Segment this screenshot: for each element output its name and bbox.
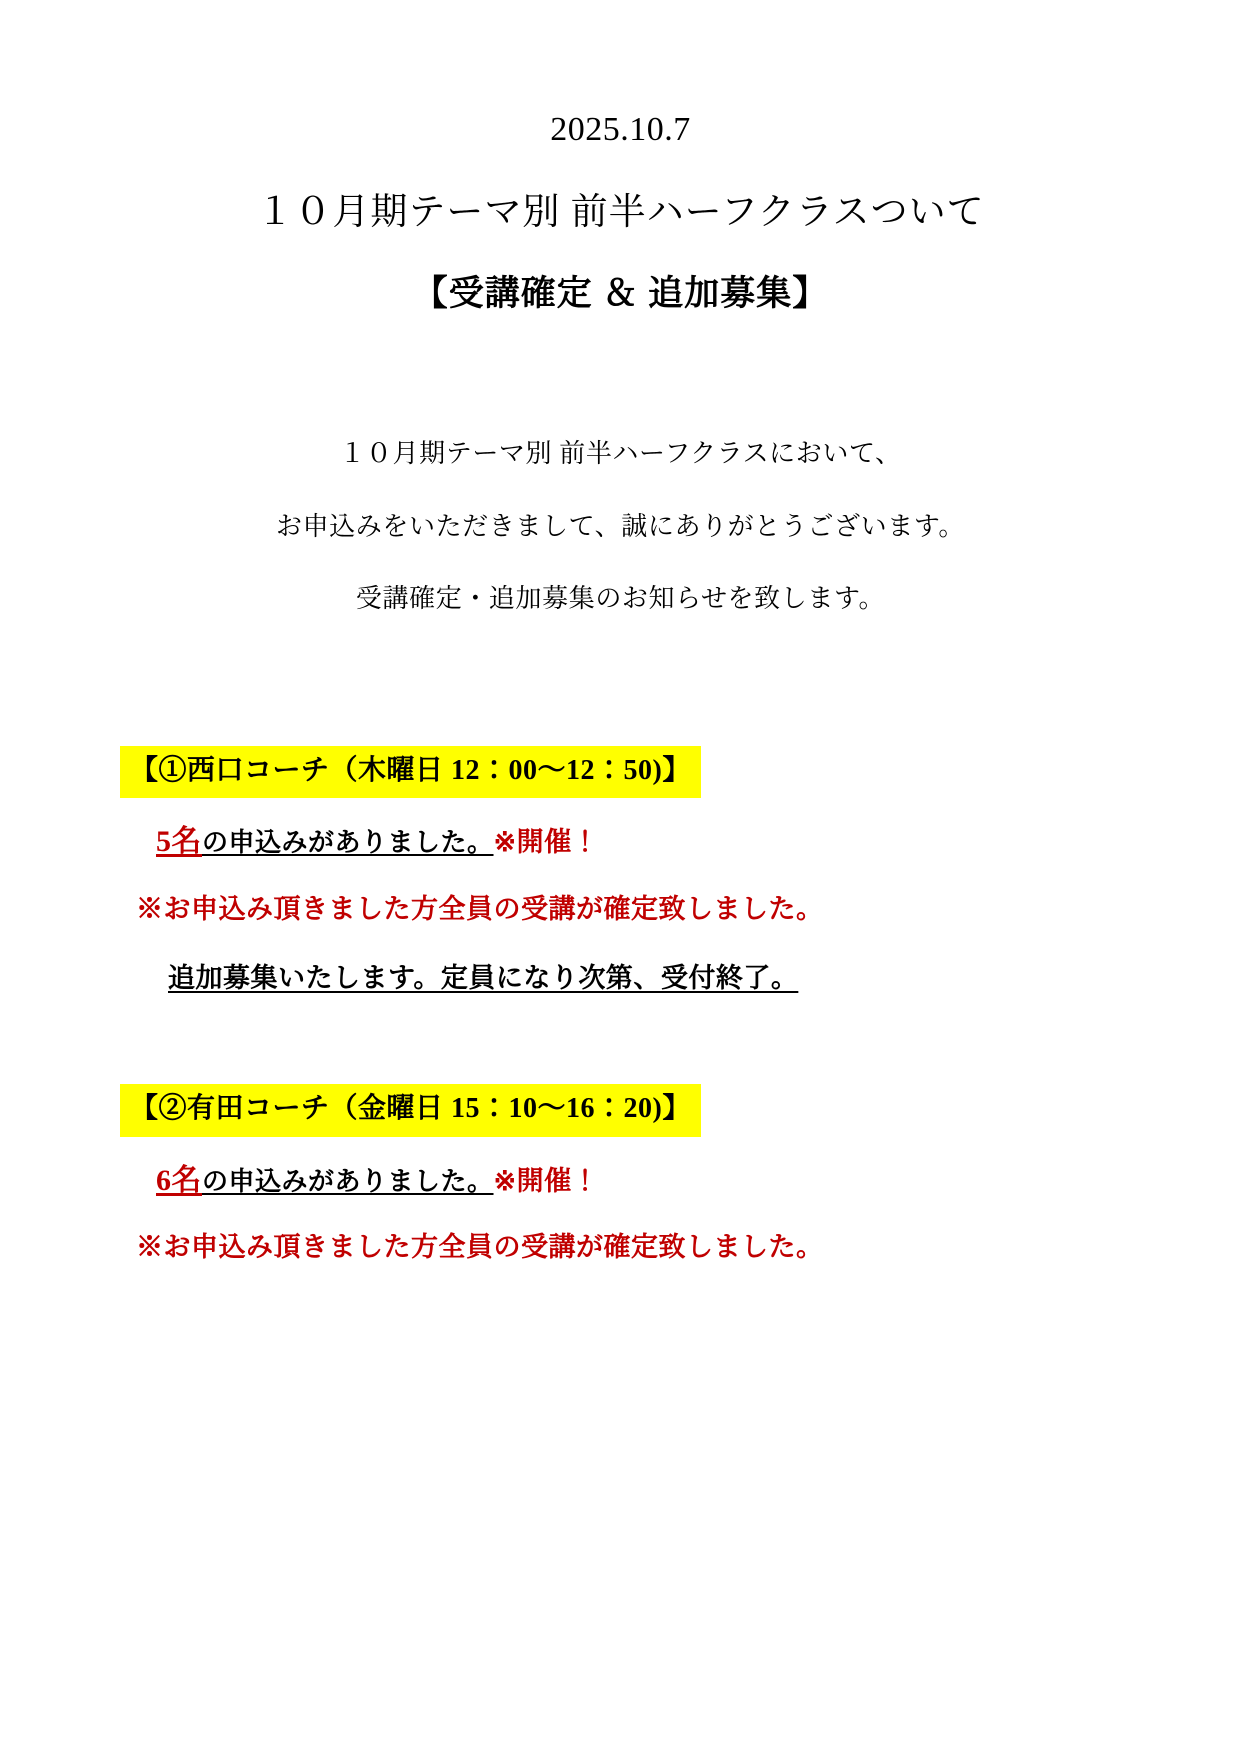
status-badge: ※開催！ [493,1165,600,1196]
page-subtitle: 【受講確定 ＆ 追加募集】 [412,273,829,313]
class-heading-highlight: 【②有田コーチ（金曜日 15：10〜16：20)】 [120,1084,701,1137]
confirmation-note: ※お申込み頂きました方全員の受講が確定致しました。 [136,1232,824,1263]
application-count-line [120,820,1121,864]
class-sections [120,746,1121,1268]
application-count-number: 6名 [156,1163,202,1197]
intro-paragraph [120,436,1121,617]
intro-line-2: お申込みをいただきまして、誠にありがとうございます。 [275,511,965,541]
page-title: １０月期テーマ別 前半ハーフクラスついて [256,191,985,233]
class-section [120,1084,1121,1267]
application-count-text: の申込みがありました。 [202,1166,494,1196]
document-date: 2025.10.7 [550,111,691,148]
class-section [120,746,1121,998]
class-heading-highlight: 【①西口コーチ（木曜日 12：00〜12：50)】 [120,746,701,799]
intro-line-3: 受講確定・追加募集のお知らせを致します。 [355,584,886,614]
additional-recruit-text: 追加募集いたします。定員になり次第、受付終了。 [168,962,799,993]
application-count-text: の申込みがありました。 [202,828,494,858]
confirmation-note: ※お申込み頂きました方全員の受講が確定致しました。 [136,893,824,924]
status-badge: ※開催！ [493,827,600,858]
additional-recruit-note [120,959,1121,998]
application-count-line [120,1159,1121,1203]
application-count-number: 5名 [156,825,202,859]
intro-line-1: １０月期テーマ別 前半ハーフクラスにおいて、 [339,439,902,469]
